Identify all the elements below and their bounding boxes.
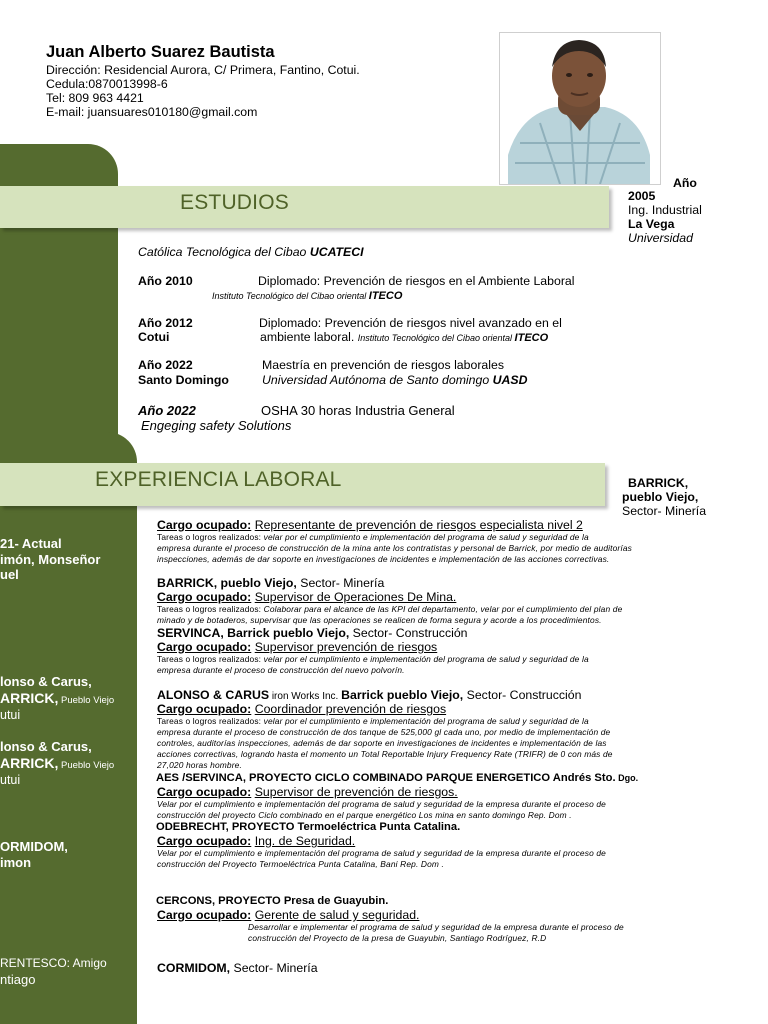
estudio-2-line2: ambiente laboral. bbox=[260, 330, 358, 344]
job-4-tasks-line-4: acciones correctivas, logrando hasta el momento un Total Reportable Injury Frequency Rate (TRIFR) de 0 con más de bbox=[157, 749, 613, 759]
estudio-2-inst-bold: ITECO bbox=[514, 332, 549, 344]
estudio-4-institution: Engeging safety Solutions bbox=[141, 418, 292, 433]
estudio-1-inst-bold: ITECO bbox=[368, 290, 403, 302]
job-4-tareas-label: Tareas o logros realizados: bbox=[157, 716, 264, 726]
job-5-tasks-line-1: Velar por el cumplimiento e implementación del programa de salud y seguridad de la empresa durante el proceso de bbox=[157, 799, 606, 809]
right-year: 2005 bbox=[628, 189, 656, 203]
job-1-task-1: velar por el cumplimiento e implementación del programa de salud y seguridad de la bbox=[263, 532, 589, 542]
estudio-3-inst-bold: UASD bbox=[492, 373, 528, 387]
job-2-company: BARRICK, pueblo Viejo, bbox=[157, 576, 297, 590]
job-6-tasks-line-2: construcción del Proyecto Termoeléctrica Punta Catalina, Bani Rep. Dom . bbox=[157, 859, 444, 869]
right-degree: Ing. Industrial bbox=[628, 203, 702, 217]
ucateci-bold: UCATECI bbox=[309, 245, 364, 259]
estudio-3-institution bbox=[262, 373, 527, 387]
job-1-tasks-line-1 bbox=[157, 532, 589, 543]
sidebar-ac2-line3: utui bbox=[0, 773, 21, 787]
experiencia-title: EXPERIENCIA LABORAL bbox=[95, 468, 342, 491]
job-2-cargo-value: Supervisor de Operaciones De Mina. bbox=[254, 590, 457, 604]
job-4-cargo-label: Cargo ocupado: bbox=[157, 702, 252, 716]
job-4-company: ALONSO & CARUS bbox=[157, 688, 270, 702]
job-1-tasks-line-3: inspecciones, además de dar soporte en investigaciones de incidentes e implementación de las acciones correctivas. bbox=[157, 554, 610, 564]
phone: Tel: 809 963 4421 bbox=[46, 91, 144, 105]
job-4-cargo-value: Coordinador prevención de riesgos bbox=[254, 702, 447, 716]
job-2-sector: Sector- Minería bbox=[296, 576, 385, 590]
estudio-2-place: Cotui bbox=[138, 330, 170, 344]
job-3-tareas-label: Tareas o logros realizados: bbox=[157, 654, 264, 664]
sidebar-ac1-small: Pueblo Viejo bbox=[58, 695, 115, 706]
estudios-banner bbox=[0, 186, 609, 228]
job-4-tasks-line-3: controles, auditorías inspecciones, además de dar soporte en investigaciones de incidentes e implementación de las bbox=[157, 738, 607, 748]
sidebar-ac2-company: ARRICK, bbox=[0, 755, 59, 771]
job-5-company-small: Dgo. bbox=[615, 773, 639, 783]
job-2-tasks-line-2: minado y de botaderos, supervisar que las operaciones se realicen de forma segura y acorde a los procedimientos. bbox=[157, 615, 602, 625]
job-5-cargo-label: Cargo ocupado: bbox=[157, 785, 252, 799]
job-1-cargo-value: Representante de prevención de riesgos especialista nivel 2 bbox=[254, 518, 583, 532]
profile-photo bbox=[499, 32, 661, 185]
job-2-cargo bbox=[157, 590, 456, 604]
estudio-1-inst-text: Instituto Tecnológico del Cibao oriental bbox=[212, 291, 369, 301]
address: Dirección: Residencial Aurora, C/ Primera, Fantino, Cotui. bbox=[46, 63, 360, 77]
job-3-cargo bbox=[157, 640, 437, 654]
job-6-cargo-value: Ing. de Seguridad. bbox=[254, 834, 356, 848]
estudio-2-inst: Instituto Tecnológico del Cibao oriental bbox=[357, 333, 515, 343]
estudio-2-title: Diplomado: Prevención de riesgos nivel avanzado en el bbox=[259, 316, 562, 330]
job-6-company: ODEBRECHT, PROYECTO Termoeléctrica Punta Catalina. bbox=[156, 821, 461, 833]
job-7-tasks-line-2: construcción del Proyecto de la presa de Guayubin, Santiago Rodríguez, R.D bbox=[248, 933, 547, 943]
job-4-tasks-line-1 bbox=[157, 716, 589, 727]
estudio-4-year: Año 2022 bbox=[138, 403, 196, 418]
job-1-cargo bbox=[157, 518, 583, 532]
job-3-cargo-value: Supervisor prevención de riesgos bbox=[254, 640, 438, 654]
sidebar-place2: uel bbox=[0, 567, 19, 582]
job-5-cargo bbox=[157, 785, 458, 799]
email: E-mail: juansuares010180@gmail.com bbox=[46, 105, 258, 119]
job-8-company: CORMIDOM, bbox=[157, 961, 231, 975]
job-3-company: SERVINCA, Barrick pueblo Viejo, bbox=[157, 626, 350, 640]
estudio-3-year: Año 2022 bbox=[138, 358, 193, 372]
job-6-tasks-line-1: Velar por el cumplimiento e implementación del programa de salud y seguridad de la empresa durante el proceso de bbox=[157, 848, 606, 858]
person-portrait-icon bbox=[500, 33, 660, 184]
sidebar-reference: RENTESCO: Amigo bbox=[0, 956, 107, 970]
estudio-3-title: Maestría en prevención de riesgos laborales bbox=[262, 358, 504, 372]
job-3-company-line bbox=[157, 626, 468, 640]
sidebar-cormidom-place: imon bbox=[0, 855, 32, 870]
job-5-cargo-value: Supervisor de prevención de riesgos. bbox=[254, 785, 458, 799]
job-4-tasks-line-5: 27,020 horas hombre. bbox=[157, 760, 242, 770]
right-sector: Sector- Minería bbox=[622, 504, 707, 518]
cedula: Cedula:0870013998-6 bbox=[46, 77, 168, 91]
ucateci-text: Católica Tecnológica del Cibao bbox=[138, 245, 310, 259]
estudios-title: ESTUDIOS bbox=[180, 191, 289, 214]
job-7-cargo bbox=[157, 908, 419, 922]
estudio-2-title-cont bbox=[260, 330, 548, 345]
job-1-cargo-label: Cargo ocupado: bbox=[157, 518, 252, 532]
job-2-tareas-label: Tareas o logros realizados: bbox=[157, 604, 264, 614]
job-4-sector: Sector- Construcción bbox=[463, 688, 582, 702]
sidebar-ac1-company: ARRICK, bbox=[0, 690, 59, 706]
job-4-task-1: velar por el cumplimiento e implementación del programa de salud y seguridad de la bbox=[263, 716, 589, 726]
estudio-4-title: OSHA 30 horas Industria General bbox=[261, 403, 455, 418]
candidate-name: Juan Alberto Suarez Bautista bbox=[46, 43, 275, 61]
sidebar-panel-bottom bbox=[0, 432, 137, 1024]
job-3-cargo-label: Cargo ocupado: bbox=[157, 640, 252, 654]
sidebar-actual: 21- Actual bbox=[0, 536, 62, 551]
right-city: La Vega bbox=[628, 217, 675, 231]
job-1-tareas-label: Tareas o logros realizados: bbox=[157, 532, 264, 542]
job-4-company-2: Barrick pueblo Viejo, bbox=[341, 688, 464, 702]
estudio-3-place: Santo Domingo bbox=[138, 373, 229, 387]
job-2-company-line bbox=[157, 576, 384, 590]
job-5-company-line bbox=[156, 772, 638, 784]
ucateci-line bbox=[138, 245, 364, 259]
sidebar-place1: imón, Monseñor bbox=[0, 552, 101, 567]
right-company-2: pueblo Viejo, bbox=[622, 490, 699, 504]
job-6-cargo-label: Cargo ocupado: bbox=[157, 834, 252, 848]
job-1-tasks-line-2: empresa durante el proceso de construcción de la mina ante los contratistas y personal de Barrick, por medio de auditorías bbox=[157, 543, 632, 553]
estudio-1-year: Año 2010 bbox=[138, 274, 193, 288]
job-7-cargo-value: Gerente de salud y seguridad. bbox=[254, 908, 420, 922]
sidebar-ac2-small: Pueblo Viejo bbox=[58, 760, 115, 771]
job-6-cargo bbox=[157, 834, 355, 848]
job-4-cargo bbox=[157, 702, 446, 716]
sidebar-reference-city: ntiago bbox=[0, 972, 36, 987]
estudio-3-inst: Universidad Autónoma de Santo domingo bbox=[262, 373, 493, 387]
job-2-tasks-line-1 bbox=[157, 604, 622, 615]
job-3-tasks-line-2: empresa durante el proceso de construcción del nuevo polvorín. bbox=[157, 665, 405, 675]
estudio-2-year: Año 2012 bbox=[138, 316, 193, 330]
right-company-1: BARRICK, bbox=[628, 476, 689, 490]
sidebar-cormidom: ORMIDOM, bbox=[0, 839, 68, 854]
sidebar-ac2-line1: lonso & Carus, bbox=[0, 739, 92, 754]
job-5-company: AES /SERVINCA, PROYECTO CICLO COMBINADO PARQUE ENERGETICO Andrés Sto. bbox=[156, 772, 616, 784]
estudio-1-institution bbox=[212, 290, 402, 302]
sidebar-ac1-line3: utui bbox=[0, 708, 21, 722]
job-2-cargo-label: Cargo ocupado: bbox=[157, 590, 252, 604]
job-8-sector: Sector- Minería bbox=[230, 961, 318, 975]
estudio-1-title: Diplomado: Prevención de riesgos en el Ambiente Laboral bbox=[258, 274, 575, 288]
job-2-task-1: Colaborar para el alcance de las KPI del departamento, velar por el cumplimiento del plan de bbox=[263, 604, 623, 614]
job-3-tasks-line-1 bbox=[157, 654, 589, 665]
job-3-sector: Sector- Construcción bbox=[349, 626, 468, 640]
job-7-tasks-line-1: Desarrollar e implementar el programa de salud y seguridad de la empresa durante el proceso de bbox=[248, 922, 624, 932]
job-7-cargo-label: Cargo ocupado: bbox=[157, 908, 252, 922]
job-4-company-small: iron Works Inc. bbox=[269, 691, 342, 702]
right-institution: Universidad bbox=[628, 231, 693, 245]
right-ano-label: Año bbox=[673, 176, 697, 190]
job-4-tasks-line-2: empresa durante el proceso de construcción de dos tanque de 525,000 gl cada uno, por medio de implementación de bbox=[157, 727, 611, 737]
job-7-company: CERCONS, PROYECTO Presa de Guayubin. bbox=[156, 895, 389, 907]
job-5-tasks-line-2: construcción del proyecto Ciclo combinado en el parque energético Los mina en santo domingo Rep. Dom . bbox=[157, 810, 572, 820]
job-8-company-line bbox=[157, 961, 318, 975]
sidebar-ac1-line1: lonso & Carus, bbox=[0, 674, 92, 689]
job-3-task-1: velar por el cumplimiento e implementación del programa de salud y seguridad de la bbox=[263, 654, 589, 664]
